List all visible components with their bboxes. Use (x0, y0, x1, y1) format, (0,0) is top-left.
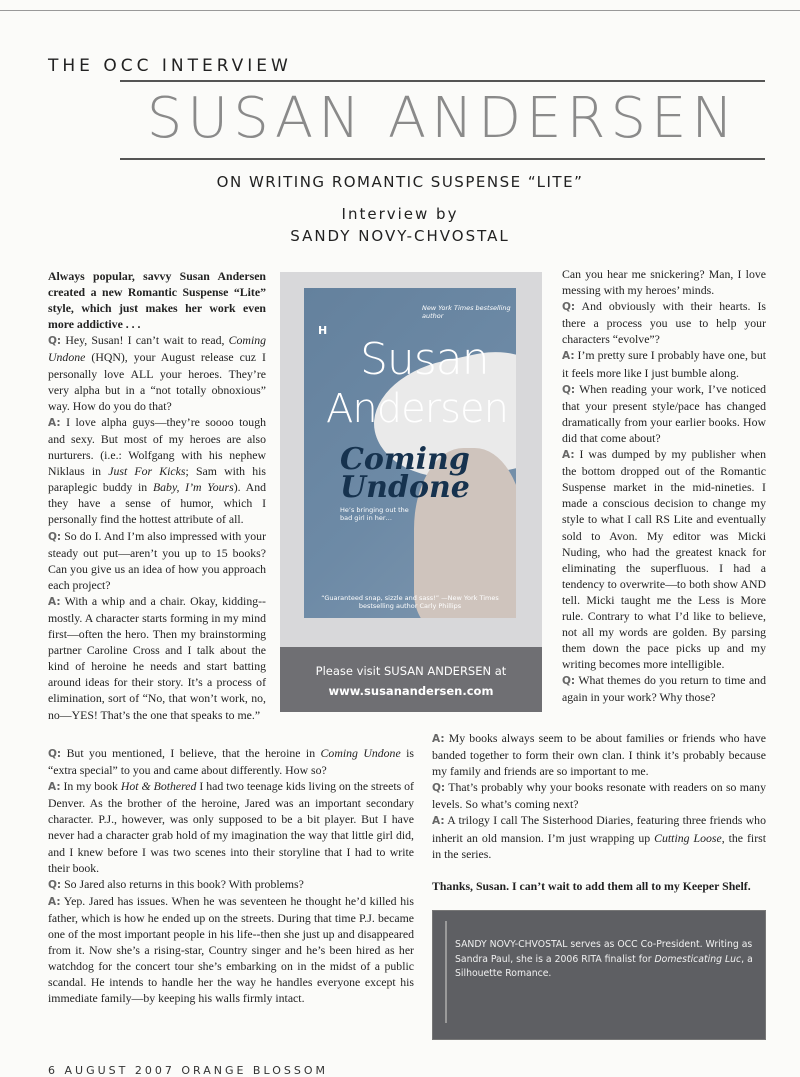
q2-text: So do I. And I’m also impressed with your steady out put—aren’t you up to 15 books? Can you give us an idea of how you approach each project? (48, 528, 267, 592)
bio-text-end: , a Silhouette Romance. (455, 953, 753, 979)
question-7 (562, 672, 766, 705)
answer-7 (432, 730, 766, 779)
q1-text: Hey, Susan! I can’t wait to read, (65, 333, 225, 348)
answer-5 (562, 347, 766, 380)
book-title: Hot & Bothered (120, 779, 197, 794)
q5-text: And obviously with their hearts. Is there a process you use to help your characters “evolve”? (562, 299, 766, 347)
column-right-lower (432, 730, 766, 894)
ad-website-link[interactable]: www.susanandersen.com (328, 684, 494, 698)
q3-text: But you mentioned, I believe, that the heroine in (66, 746, 316, 760)
q-label: Q: (562, 383, 576, 396)
ad-banner (280, 647, 542, 712)
article-subtitle: ON WRITING ROMANTIC SUSPENSE “LITE” (216, 173, 584, 191)
book-title: Just For Kicks (108, 464, 186, 479)
a1-text: I love alpha guys—they’re soooo tough and sexy. But most of my heroes are also nurturers. (i.e.: Wolfgang with his nephew Niklaus in (48, 414, 267, 479)
column-left (48, 268, 266, 723)
cover-author-last: Andersen (326, 386, 508, 432)
section-kicker: THE OCC INTERVIEW (48, 56, 292, 76)
a-label: A: (562, 449, 575, 462)
bio-accent-bar (445, 921, 447, 1023)
a8-text-end: , the first in the series. (432, 830, 767, 861)
a6-text: I was dumped by my publisher when the bottom dropped out of the Romantic Suspense market in the mid-nineties. I made a conscious decision to change my style to what I call RS Lite and eventually sold to Avon. My editor was Micki Nuding, who had the greatest knack for eliminating the superfluous. I had a tendency to overwrite—to both show AND tell. Micki taught me the Less is More rule. Contrary to what I’d like to believe, not all my words are golden. By parsing them down the pace picks up and my writing becomes more intelligible. (562, 447, 766, 672)
book-advertisement (280, 272, 542, 712)
answer-8 (432, 812, 766, 861)
answer-3 (48, 778, 414, 876)
question-8 (432, 779, 766, 812)
column-left-lower (48, 745, 414, 1007)
question-4 (48, 876, 414, 893)
column-right (562, 266, 766, 706)
q3-text-cont: is “extra special” to you and came about differently. How so? (48, 746, 415, 778)
q-label: Q: (48, 878, 62, 891)
answer-6 (562, 446, 766, 672)
q-label: Q: (48, 530, 62, 543)
a3-text: In my book (63, 779, 118, 794)
author-bio-box (432, 910, 766, 1040)
question-3 (48, 745, 414, 778)
book-title: Baby, I’m Yours (152, 480, 234, 495)
a-label: A: (432, 815, 445, 828)
ad-visit-text: Please visit SUSAN ANDERSEN at (315, 664, 507, 678)
question-6 (562, 381, 766, 446)
a3-text-cont: I had two teenage kids living on the streets of Denver. As the brother of the heroine, Jared was an important secondary character. P.J., however, was only supposed to be a bit player. But I have never had a character grab hold of my imagination the way that little girl did, and I knew before I was two scenes into their storyline that I had to write their book. (48, 779, 414, 875)
cover-blurb: New York Times bestselling author (422, 304, 511, 320)
answer-1 (48, 414, 266, 528)
question-5 (562, 298, 766, 347)
a-label: A: (48, 895, 61, 908)
page-edge-line (0, 10, 800, 11)
a-label: A: (48, 595, 61, 608)
a1-text-cont: ; Sam with his paraplegic buddy in (48, 464, 267, 495)
bio-book-title: Domesticating Luc (654, 953, 742, 965)
title-rule-top (120, 80, 765, 82)
cover-quote: “Guaranteed snap, sizzle and sass!” —New York Times bestselling author Carly Phillips (321, 594, 499, 610)
q6-text: When reading your work, I’ve noticed that your present style/pace has changed dramatically from your earlier books. How did that come about? (562, 381, 766, 445)
byline-label: Interview by (341, 205, 459, 223)
cover-tagline: He’s bringing out the bad girl in her… (340, 506, 409, 522)
answer-2 (48, 593, 266, 723)
page-footer: 6 AUGUST 2007 ORANGE BLOSSOM (48, 1064, 328, 1077)
book-title: Coming Undone (48, 333, 267, 365)
a-label: A: (432, 733, 445, 745)
answer-4 (48, 893, 414, 1007)
q-label: Q: (562, 301, 576, 314)
a4-text: Yep. Jared has issues. When he was seventeen he thought he’d killed his father, which is how he ended up on the streets. During that time P.J. became one of the most important people in his life--then she just up and disappeared from it. Now she’s a rising-star, Country singer and he’s been hired as her watchdog for the concert tour she’s embarking on in the midst of a public scandal. He intends to handle her the way he handles everyone except his immediate family—by keeping his walls firmly intact. (48, 893, 415, 1006)
a-label: A: (562, 350, 575, 363)
book-title: Cutting Loose (654, 830, 722, 845)
a-label: A: (48, 416, 61, 429)
question-2 (48, 528, 266, 593)
q-label: Q: (432, 782, 446, 795)
a2-text: With a whip and a chair. Okay, kidding--mostly. A character starts forming in my mind first—often the hero. Then my brainstorming partner Caroline Cross and I talk about the kind of heroine he needs and start batting around ideas for their story. It’s a process of elimination, sort of “No, that won’t work, no, no—YES! That’s the one that speaks to me.” (48, 593, 266, 722)
publisher-logo: H (318, 324, 328, 337)
q-label: Q: (48, 748, 62, 760)
title-rule-bottom (120, 158, 765, 160)
book-title: Coming Undone (320, 746, 401, 760)
book-cover-image (304, 288, 516, 618)
q8-text: That’s probably why your books resonate with readers on so many levels. So what’s coming next? (432, 780, 766, 812)
a-label: A: (48, 781, 61, 794)
a1-text-end: ). And they have a sense of humor, which I personally find the hottest attribute of all. (48, 480, 266, 527)
cover-book-title: Coming Undone (340, 442, 470, 505)
question-1 (48, 332, 266, 413)
q-label: Q: (48, 335, 62, 348)
q-label: Q: (562, 675, 576, 688)
answer-4-cont: Can you hear me snickering? Man, I love messing with my heroes’ minds. (562, 267, 766, 298)
bio-text-main: SANDY NOVY-CHVOSTAL serves as OCC Co-President. Writing as Sandra Paul, she is a 2006 RITA finalist for (455, 939, 753, 965)
intro-paragraph: Always popular, savvy Susan Andersen created a new Romantic Suspense “Lite” style, which just makes her work even more addictive . . . (48, 269, 266, 332)
a8-text: A trilogy I call The Sisterhood Diaries, featuring three friends who inherit an old mansion. I’m just wrapping up (432, 813, 766, 845)
bio-text (455, 938, 755, 982)
byline-author: SANDY NOVY-CHVOSTAL (290, 227, 510, 245)
q4-text: So Jared also returns in this book? With problems? (64, 876, 304, 891)
cover-author-first: Susan (360, 334, 489, 385)
page-title: SUSAN ANDERSEN (146, 86, 739, 151)
a7-text: My books always seem to be about families or friends who have banded together to form their own clan. I think it’s probably because my family and friends are so important to me. (432, 731, 766, 779)
q7-text: What themes do you return to time and again in your work? Why those? (562, 673, 766, 705)
q1-text-cont: (HQN), your August release cuz I personally love ALL your heroes. They’re very alpha but in a “not totally obnoxious” way. How do you do that? (48, 350, 266, 413)
closing-line: Thanks, Susan. I can’t wait to add them all to my Keeper Shelf. (432, 878, 751, 893)
a5-text: I’m pretty sure I probably have one, but it feels more like I just bumble along. (562, 348, 766, 380)
